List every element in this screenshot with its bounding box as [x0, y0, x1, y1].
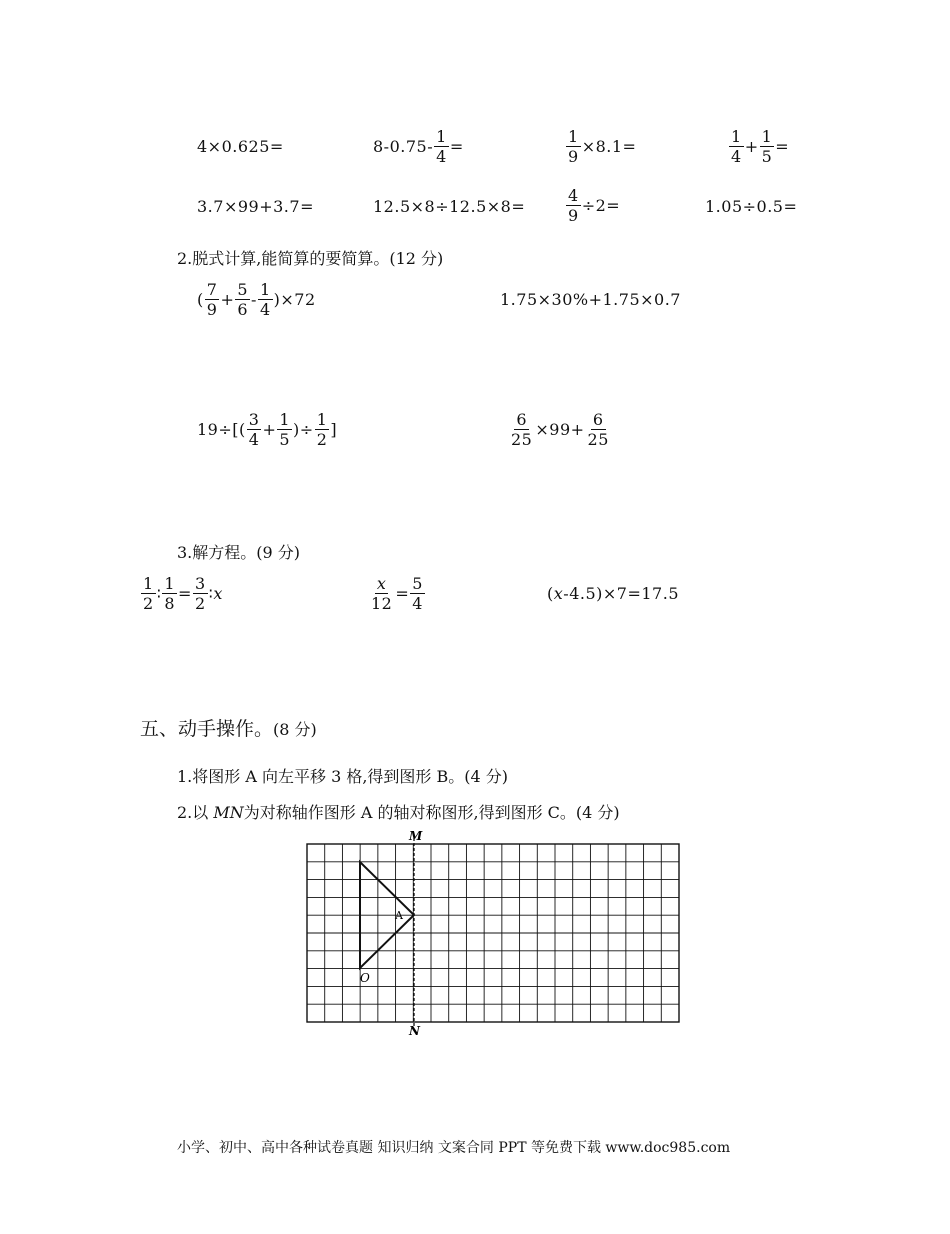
expr-text: ( — [547, 584, 554, 603]
label-a: A — [395, 909, 403, 922]
fraction: $\frac{1}{4}$ — [731, 127, 742, 166]
section-title: 五、动手操作。 — [140, 718, 274, 740]
fraction: $\frac{1}{2}$ — [143, 574, 154, 613]
fraction: $\frac{1}{8}$ — [164, 574, 176, 613]
label-m: M — [409, 829, 423, 843]
fraction: $\frac{5}{4}$ — [412, 574, 423, 613]
expr-text: ( — [197, 289, 204, 309]
sec5-q1: 1.将图形 A 向左平移 3 格,得到图形 B。(4 分) — [177, 767, 509, 786]
q2-expr-c — [197, 410, 337, 449]
fraction: $\frac{4}{9}$ — [568, 186, 579, 225]
expr-text: + — [220, 289, 235, 309]
expr-text: = — [775, 136, 790, 156]
expr-text: ∶ — [208, 583, 214, 603]
q2-expr-d — [508, 410, 612, 449]
fraction: $\frac{1}{4}$ — [259, 280, 271, 319]
axis-mn: MN — [213, 803, 244, 822]
grid-figure — [300, 826, 690, 1040]
sec5-q2 — [177, 800, 620, 823]
expr-text: ∶ — [156, 583, 162, 603]
section-5-heading — [140, 714, 317, 741]
fraction: $\frac{1}{5}$ — [761, 127, 773, 166]
q3-eq-2 — [368, 574, 426, 613]
oral-r2-e3 — [565, 186, 620, 225]
fraction: $\frac{5}{6}$ — [237, 280, 249, 319]
expr-text: - — [251, 289, 257, 309]
expr-text: + — [744, 136, 759, 156]
fraction: $\frac{x}{12}$ — [371, 574, 393, 613]
fraction: $\frac{6}{25}$ — [587, 410, 609, 449]
variable-x: x — [213, 583, 223, 603]
oral-r1-e1: 4×0.625= — [197, 137, 284, 156]
variable-x: x — [553, 584, 564, 603]
oral-r1-e2 — [373, 127, 464, 166]
grid-lines — [307, 844, 679, 1022]
expr-text: -4.5)×7=17.5 — [563, 584, 679, 603]
oral-r2-e2: 12.5×8÷12.5×8= — [373, 197, 526, 216]
expr-text: = — [449, 136, 464, 156]
fraction: $\frac{1}{4}$ — [436, 127, 447, 166]
q-text: 2.以 — [177, 803, 214, 822]
fraction: $\frac{1}{5}$ — [279, 410, 291, 449]
expr-text: ÷2= — [581, 195, 621, 215]
fraction: $\frac{1}{9}$ — [568, 127, 579, 166]
expr-text: )÷ — [293, 419, 314, 439]
label-n: N — [409, 1024, 420, 1038]
expr-text: 19÷[( — [197, 419, 246, 439]
oral-r2-e1: 3.7×99+3.7= — [197, 197, 314, 216]
q3-eq-3 — [547, 584, 679, 604]
fraction: $\frac{7}{9}$ — [206, 280, 218, 319]
fraction: $\frac{6}{25}$ — [511, 410, 533, 449]
fraction: $\frac{3}{2}$ — [194, 574, 206, 613]
oral-r2-e4: 1.05÷0.5= — [705, 197, 798, 216]
expr-text: )×72 — [273, 289, 316, 309]
q2-expr-a — [197, 280, 316, 319]
q3-title: 3.解方程。(9 分) — [177, 543, 301, 562]
expr-text: 8-0.75- — [373, 136, 434, 156]
label-o: O — [360, 971, 370, 985]
expr-text: ] — [330, 419, 338, 439]
q2-title: 2.脱式计算,能简算的要简算。(12 分) — [177, 249, 444, 268]
q2-expr-b: 1.75×30%+1.75×0.7 — [500, 290, 681, 309]
oral-r1-e3 — [565, 127, 636, 166]
q-text: 为对称轴作图形 A 的轴对称图形,得到图形 C。(4 分) — [243, 803, 620, 822]
footer-text: 小学、初中、高中各种试卷真题 知识归纳 文案合同 PPT 等免费下载 www.doc985.com — [177, 1140, 731, 1156]
section-points: (8 分) — [273, 720, 317, 739]
expr-text: + — [262, 419, 277, 439]
fraction: $\frac{1}{2}$ — [316, 410, 328, 449]
expr-text: ×8.1= — [581, 136, 637, 156]
expr-text: = — [395, 583, 410, 603]
fraction: $\frac{3}{4}$ — [248, 410, 260, 449]
expr-text: = — [178, 583, 192, 603]
q3-eq-1 — [140, 574, 223, 613]
oral-r1-e4 — [728, 127, 789, 166]
expr-text: ×99+ — [535, 419, 585, 439]
